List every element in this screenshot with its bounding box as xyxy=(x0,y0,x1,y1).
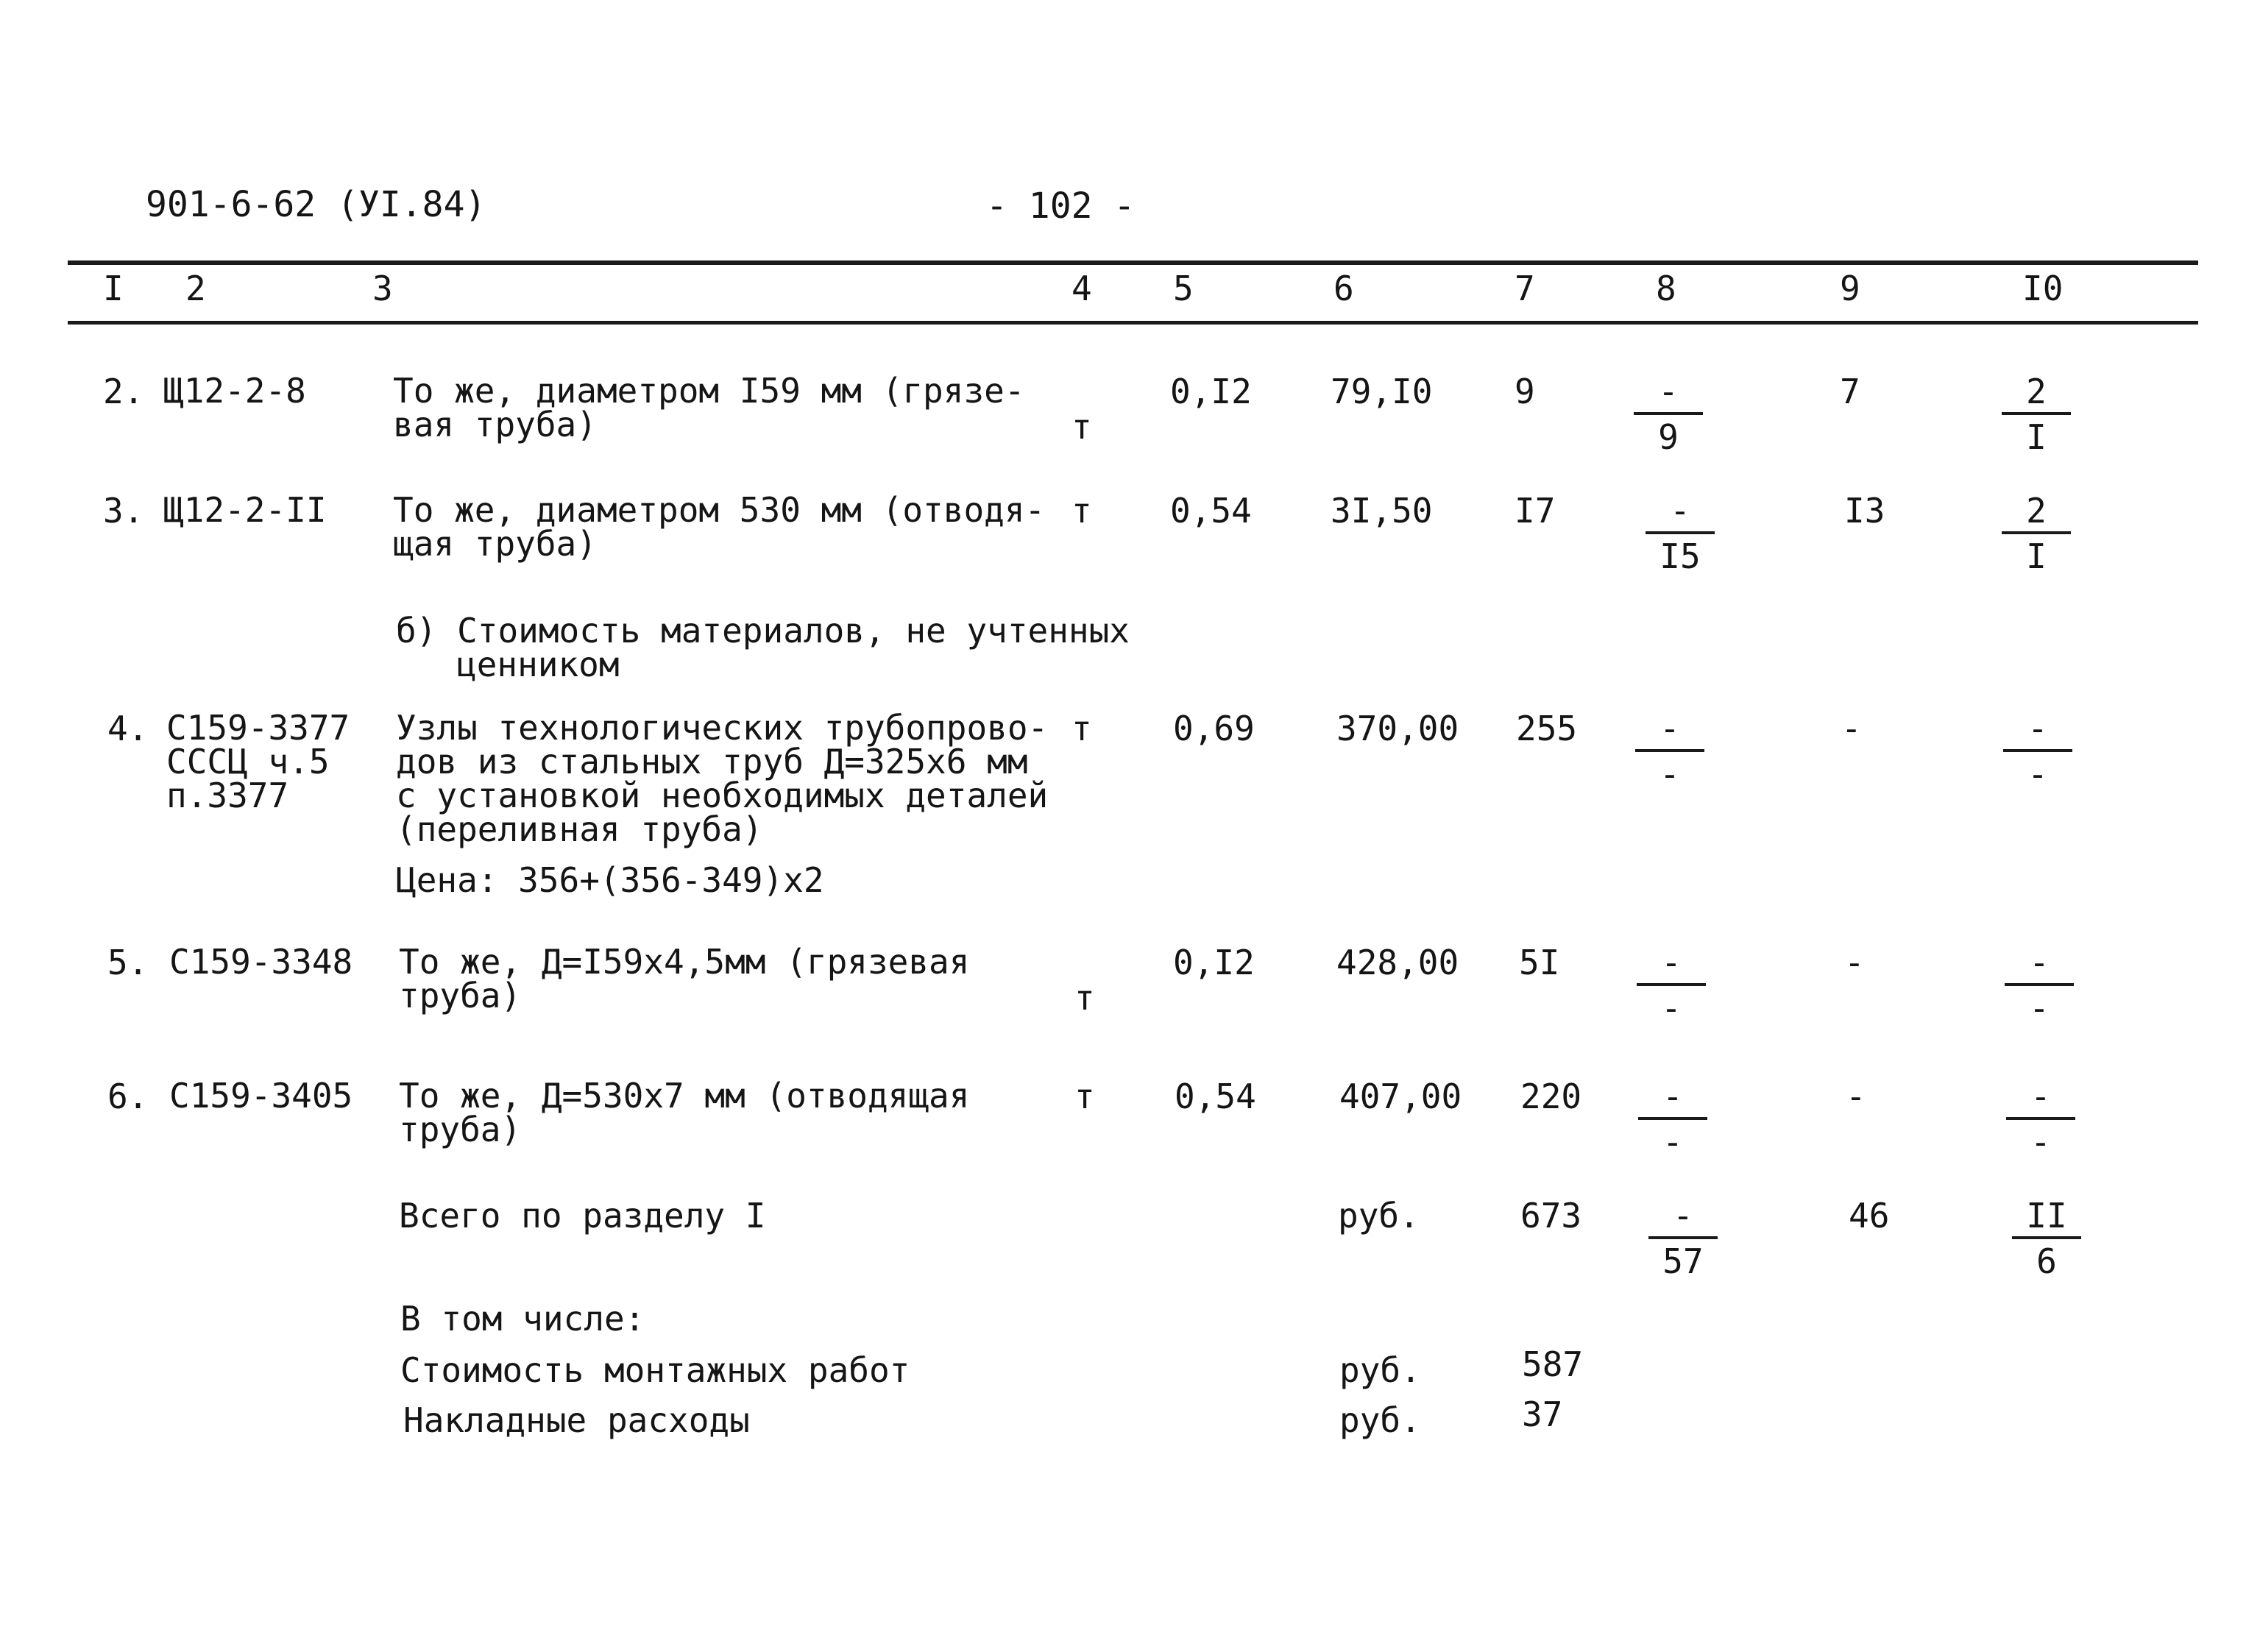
row-unit: т xyxy=(1071,491,1092,531)
row-col10-fraction: 2 I xyxy=(1996,493,2077,574)
including-item-label: Стоимость монтажных работ xyxy=(400,1350,910,1390)
col-header-8: 8 xyxy=(1656,269,1676,308)
table-header-rule xyxy=(68,321,2198,325)
including-item-value: 37 xyxy=(1522,1394,1563,1434)
row-col8-fraction: - - xyxy=(1632,1079,1713,1160)
section-total-unit: руб. xyxy=(1338,1196,1420,1236)
row-code: С159-3348 xyxy=(169,942,353,982)
row-number: 4. xyxy=(107,709,149,748)
section-b-heading: б) Стоимость материалов, не учтенных ценником xyxy=(396,611,1130,684)
row-code: С159-3405 xyxy=(169,1076,353,1116)
col-header-7: 7 xyxy=(1515,269,1535,308)
row-quantity: 0,69 xyxy=(1173,709,1255,748)
section-total-col10-fraction: II 6 xyxy=(2006,1198,2087,1279)
row-col9: - xyxy=(1844,943,1865,982)
row-description: Узлы технологических трубопрово- дов из стальных труб Д=325х6 мм с установкой необходимых деталей (переливная труба) xyxy=(396,708,1049,849)
row-col9: 7 xyxy=(1840,372,1860,411)
row-description: То же, диаметром 530 мм (отводя- щая труба) xyxy=(393,490,1046,564)
including-label: В том числе: xyxy=(400,1299,645,1339)
col-header-3: 3 xyxy=(372,269,393,308)
row-code: Щ12-2-II xyxy=(163,490,327,530)
row-quantity: 0,I2 xyxy=(1170,372,1252,411)
row-unit: т xyxy=(1071,407,1092,447)
document-code: 901-6-62 (УI.84) xyxy=(146,184,486,225)
row-col10-fraction: - - xyxy=(1997,711,2078,792)
row-unit-price: 428,00 xyxy=(1336,943,1459,982)
col-header-9: 9 xyxy=(1840,269,1860,308)
row-unit-price: 370,00 xyxy=(1336,709,1459,748)
row-total: 9 xyxy=(1515,372,1535,411)
row-number: 3. xyxy=(103,491,144,531)
row-number: 2. xyxy=(103,372,144,411)
row-description: То же, Д=I59х4,5мм (грязевая труба) xyxy=(399,942,970,1015)
col-header-10: I0 xyxy=(2022,269,2064,308)
row-col8-fraction: - - xyxy=(1631,945,1712,1026)
row-unit-price: 3I,50 xyxy=(1331,491,1433,531)
row-quantity: 0,I2 xyxy=(1173,943,1255,982)
row-col9: I3 xyxy=(1844,491,1885,531)
col-header-1: I xyxy=(103,269,124,308)
price-formula: Цена: 356+(356-349)х2 xyxy=(396,860,824,900)
including-item-unit: руб. xyxy=(1339,1350,1421,1390)
row-number: 6. xyxy=(107,1077,149,1116)
row-description: То же, диаметром I59 мм (грязе- вая труба) xyxy=(393,371,1025,444)
col-header-4: 4 xyxy=(1071,269,1092,308)
row-total: I7 xyxy=(1515,491,1556,531)
row-unit: т xyxy=(1071,709,1092,748)
row-col9: - xyxy=(1846,1077,1866,1116)
row-unit: т xyxy=(1074,978,1095,1018)
row-unit: т xyxy=(1074,1077,1095,1116)
row-unit-price: 79,I0 xyxy=(1331,372,1433,411)
row-number: 5. xyxy=(107,943,149,982)
row-total: 255 xyxy=(1516,709,1578,748)
row-quantity: 0,54 xyxy=(1175,1077,1256,1116)
including-item-label: Накладные расходы xyxy=(403,1400,750,1440)
table-top-rule xyxy=(68,260,2198,265)
page-number: - 102 - xyxy=(986,185,1136,227)
col-header-6: 6 xyxy=(1333,269,1354,308)
row-col9: - xyxy=(1841,709,1862,748)
row-code: С159-3377 СССЦ ч.5 п.3377 xyxy=(166,708,350,815)
section-total-col8-fraction: - 57 xyxy=(1643,1198,1724,1279)
section-total-label: Всего по разделу I xyxy=(399,1196,766,1236)
row-col8-fraction: - - xyxy=(1629,711,1710,792)
including-item-value: 587 xyxy=(1522,1344,1584,1384)
row-col8-fraction: - 9 xyxy=(1628,374,1709,455)
section-total-col9: 46 xyxy=(1849,1196,1890,1236)
row-unit-price: 407,00 xyxy=(1339,1077,1462,1116)
row-quantity: 0,54 xyxy=(1170,491,1252,531)
row-col10-fraction: - - xyxy=(2000,1079,2081,1160)
row-total: 220 xyxy=(1520,1077,1582,1116)
row-col10-fraction: - - xyxy=(1999,945,2080,1026)
row-col10-fraction: 2 I xyxy=(1996,374,2077,455)
row-description: То же, Д=530х7 мм (отводящая труба) xyxy=(399,1076,970,1149)
row-total: 5I xyxy=(1519,943,1560,982)
section-total-value: 673 xyxy=(1520,1196,1582,1236)
row-col8-fraction: - I5 xyxy=(1640,493,1721,574)
col-header-5: 5 xyxy=(1173,269,1194,308)
col-header-2: 2 xyxy=(185,269,206,308)
including-item-unit: руб. xyxy=(1339,1400,1421,1440)
row-code: Щ12-2-8 xyxy=(163,371,306,411)
